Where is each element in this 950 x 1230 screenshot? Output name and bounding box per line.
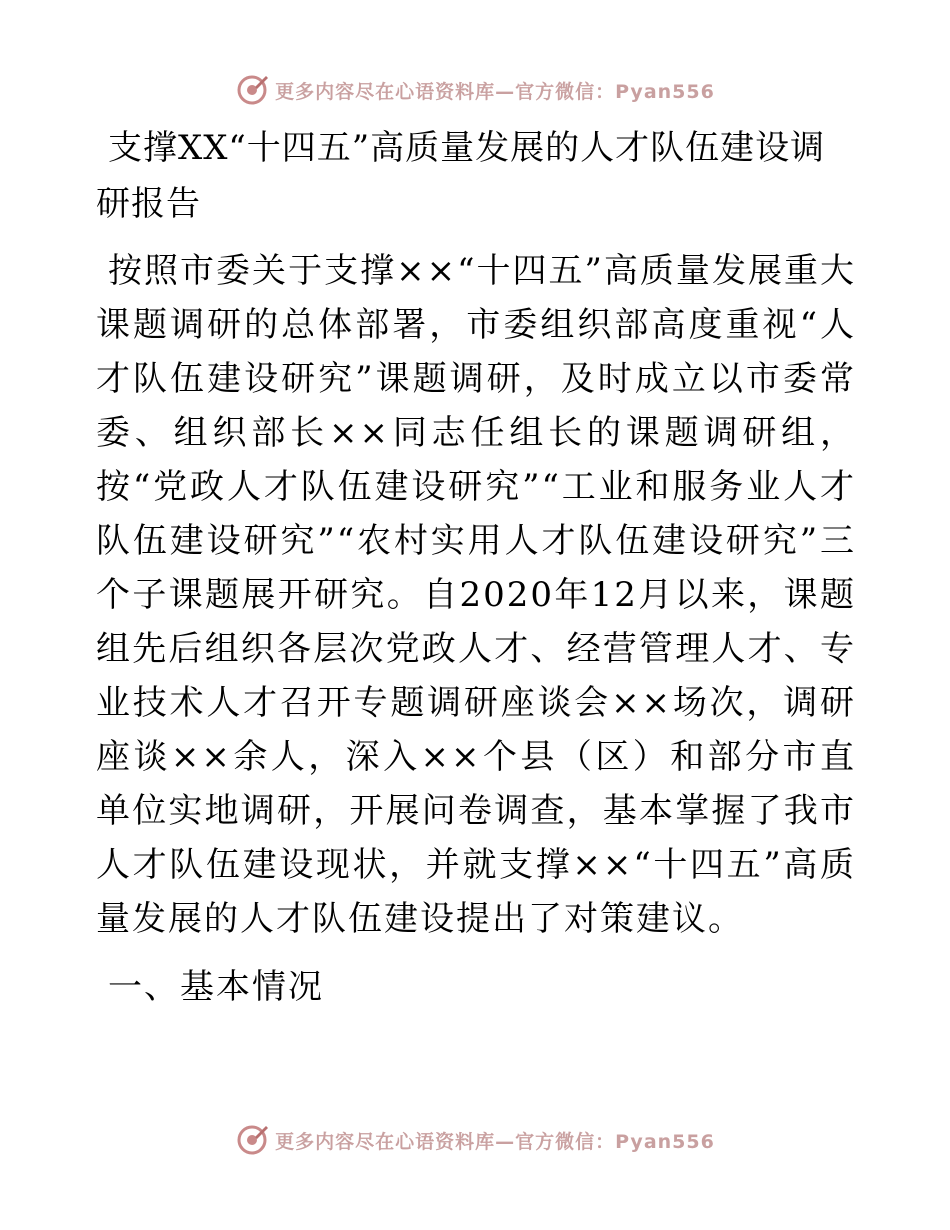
watermark-text: 更多内容尽在心语资料库—官方微信：Pyan556 bbox=[275, 80, 715, 103]
pen-circle-icon bbox=[235, 1123, 269, 1157]
document-title: 支撑XX“十四五”高质量发展的人才队伍建设调研报告 bbox=[96, 128, 826, 224]
watermark-footer bbox=[0, 1120, 950, 1160]
watermark-text: 更多内容尽在心语资料库—官方微信：Pyan556 bbox=[275, 1130, 715, 1153]
pen-circle-icon bbox=[235, 73, 269, 107]
document-body bbox=[96, 120, 856, 1014]
section-heading: 一、基本情况 bbox=[108, 967, 324, 1007]
intro-paragraph: 按照市委关于支撑××“十四五”高质量发展重大课题调研的总体部署，市委组织部高度重视“人才队伍建设研究”课题调研，及时成立以市委常委、组织部长××同志任组长的课题调研组，按“党政人才队伍建设研究”“工业和服务业人才队伍建设研究”“农村实用人才队伍建设研究”三个子课题展开研究。自2020年12月以来，课题组先后组织各层次党政人才、经营管理人才、专业技术人才召开专题调研座谈会××场次，调研座谈××余人，深入××个县（区）和部分市直单位实地调研，开展问卷调查，基本掌握了我市人才队伍建设现状，并就支撑××“十四五”高质量发展的人才队伍建设提出了对策建议。 bbox=[96, 251, 856, 939]
watermark-header bbox=[0, 70, 950, 110]
